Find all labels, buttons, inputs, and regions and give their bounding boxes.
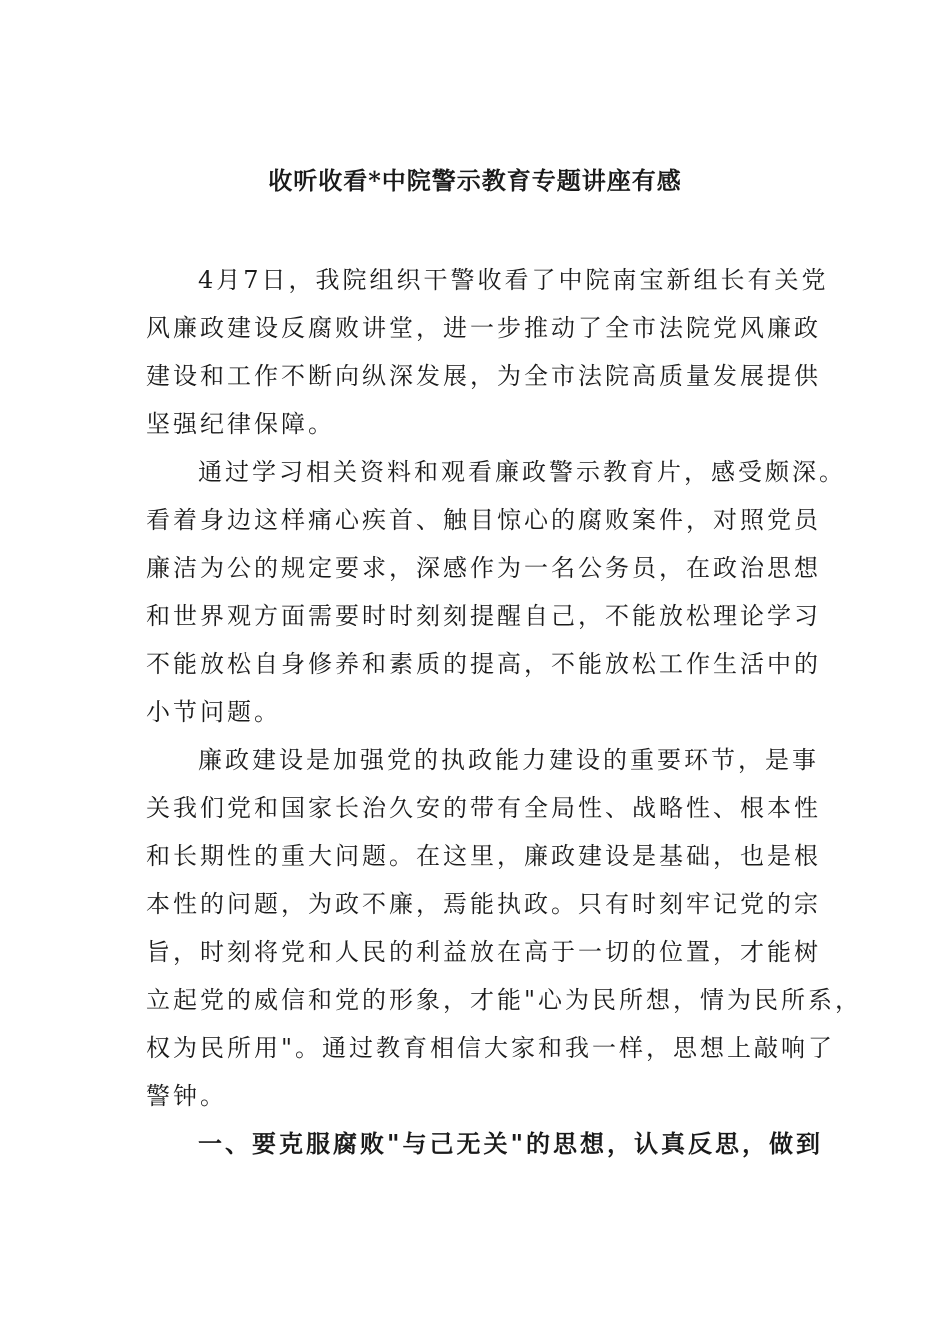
paragraph-line: 不能放松自身修养和素质的提高，不能放松工作生活中的 [146, 650, 821, 678]
paragraph-first-line: 廉政建设是加强党的执政能力建设的重要环节，是事 [198, 746, 819, 774]
paragraph-line: 建设和工作不断向纵深发展，为全市法院高质量发展提供 [146, 362, 821, 390]
paragraph-line: 本性的问题，为政不廉，焉能执政。只有时刻牢记党的宗 [146, 890, 821, 918]
paragraph-line: 旨，时刻将党和人民的利益放在高于一切的位置，才能树 [146, 938, 821, 966]
paragraph-line: 风廉政建设反腐败讲堂，进一步推动了全市法院党风廉政 [146, 314, 821, 342]
paragraph-line: 立起党的威信和党的形象，才能"心为民所想，情为民所系， [146, 986, 863, 1014]
paragraph-line: 和世界观方面需要时时刻刻提醒自己，不能放松理论学习 [146, 602, 821, 630]
paragraph-line: 看着身边这样痛心疾首、触目惊心的腐败案件，对照党员 [146, 506, 821, 534]
paragraph-line: 坚强纪律保障。 [146, 410, 335, 438]
paragraph-line: 警钟。 [146, 1082, 227, 1110]
paragraph-line: 小节问题。 [146, 698, 281, 726]
paragraph-line: 和长期性的重大问题。在这里，廉政建设是基础，也是根 [146, 842, 821, 870]
paragraph-line: 廉洁为公的规定要求，深感作为一名公务员，在政治思想 [146, 554, 821, 582]
paragraph-line: 关我们党和国家长治久安的带有全局性、战略性、根本性 [146, 794, 821, 822]
paragraph-first-line: 通过学习相关资料和观看廉政警示教育片，感受颇深。 [198, 458, 846, 486]
section-heading: 一、要克服腐败"与己无关"的思想，认真反思，做到 [198, 1129, 824, 1158]
paragraph-first-line: 4月7日，我院组织干警收看了中院南宝新组长有关党 [198, 266, 829, 294]
document-body [146, 256, 863, 1168]
document-title: 收听收看*中院警示教育专题讲座有感 [268, 166, 682, 195]
paragraph-line: 权为民所用"。通过教育相信大家和我一样，思想上敲响了 [146, 1034, 836, 1062]
